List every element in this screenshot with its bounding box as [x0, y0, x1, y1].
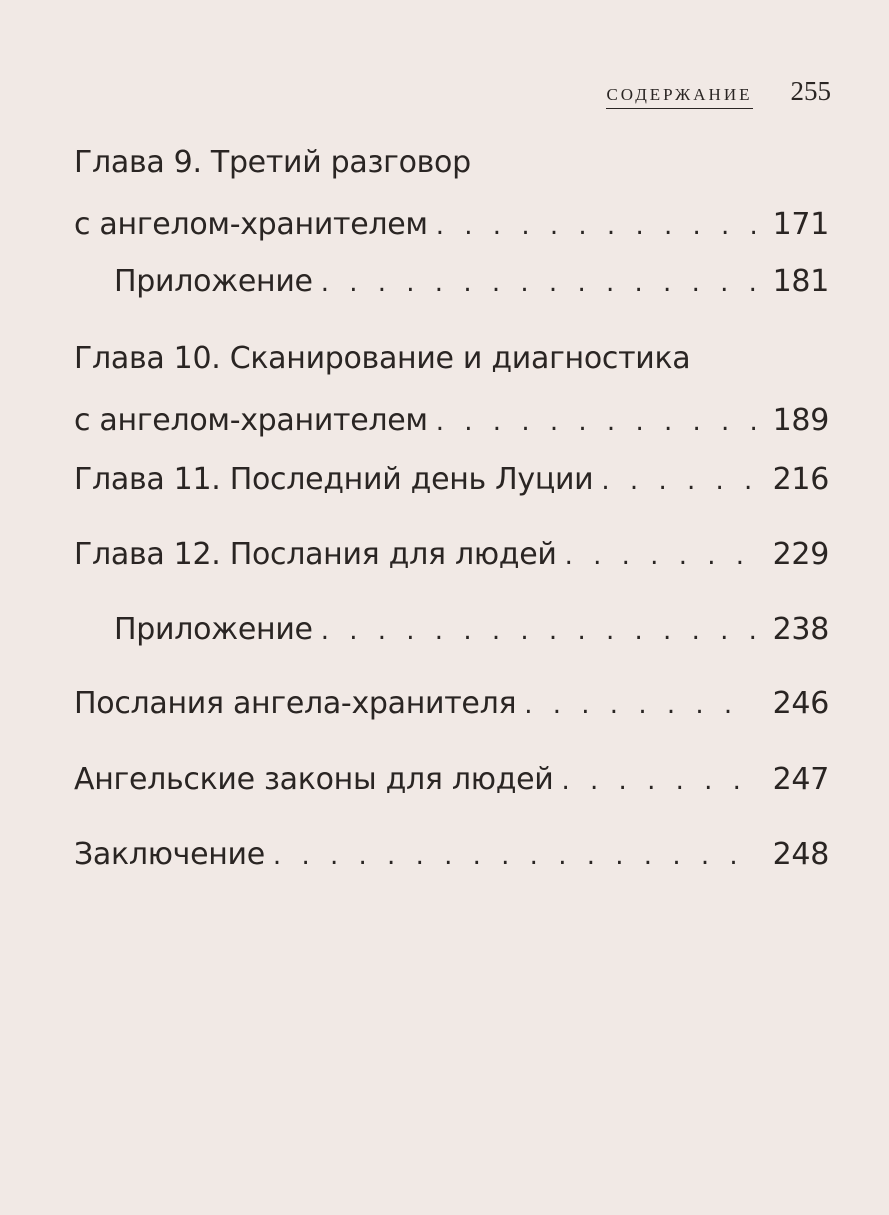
- running-title: СОДЕРЖАНИЕ: [606, 85, 752, 109]
- toc-entry-title: Ангельские законы для людей: [74, 762, 554, 797]
- toc-entry-title: Глава 9. Третий разговор: [74, 145, 471, 180]
- toc-entry-chapter-11[interactable]: [74, 461, 829, 500]
- leader-dots: [436, 207, 755, 245]
- toc-entry-title-continuation: с ангелом-хранителем: [74, 403, 428, 438]
- toc-entry-title: Глава 11. Последний день Луции: [74, 462, 594, 497]
- toc-entry-chapter-9[interactable]: [74, 144, 829, 245]
- toc-entry-page: 248: [772, 837, 829, 872]
- toc-entry-title: Заключение: [74, 837, 265, 872]
- toc-entry-appendix-2[interactable]: [114, 611, 829, 650]
- leader-dots: [321, 612, 755, 650]
- leader-dots: [565, 537, 755, 575]
- toc-entry-angel-messages[interactable]: [74, 685, 829, 724]
- toc-entry-title: Приложение: [114, 612, 313, 647]
- toc-entry-page: 181: [772, 264, 829, 299]
- toc-entry-page: 238: [772, 612, 829, 647]
- toc-entry-appendix-1[interactable]: [114, 263, 829, 302]
- page-header: [606, 76, 831, 109]
- toc-entry-page: 171: [772, 207, 829, 242]
- toc-entry-page: 247: [772, 762, 829, 797]
- leader-dots: [273, 837, 755, 875]
- toc-entry-title: Глава 12. Послания для людей: [74, 537, 557, 572]
- toc-entry-title: Послания ангела-хранителя: [74, 686, 517, 721]
- leader-dots: [321, 264, 755, 302]
- toc-entry-page: 189: [772, 403, 829, 438]
- toc-entry-conclusion[interactable]: [74, 836, 829, 875]
- toc-entry-chapter-12[interactable]: [74, 536, 829, 575]
- leader-dots: [601, 462, 754, 500]
- leader-dots: [524, 686, 754, 724]
- toc-entry-page: 229: [772, 537, 829, 572]
- toc-entry-title-continuation: с ангелом-хранителем: [74, 207, 428, 242]
- toc-entry-page: 246: [772, 686, 829, 721]
- toc-entry-title: Глава 10. Сканирование и диагностика: [74, 341, 691, 376]
- toc-entry-angel-laws[interactable]: [74, 761, 829, 800]
- toc-entry-chapter-10[interactable]: [74, 340, 829, 441]
- toc-entry-title: Приложение: [114, 264, 313, 299]
- leader-dots: [436, 403, 755, 441]
- toc-entry-page: 216: [772, 462, 829, 497]
- leader-dots: [562, 762, 755, 800]
- page-number: 255: [790, 76, 831, 106]
